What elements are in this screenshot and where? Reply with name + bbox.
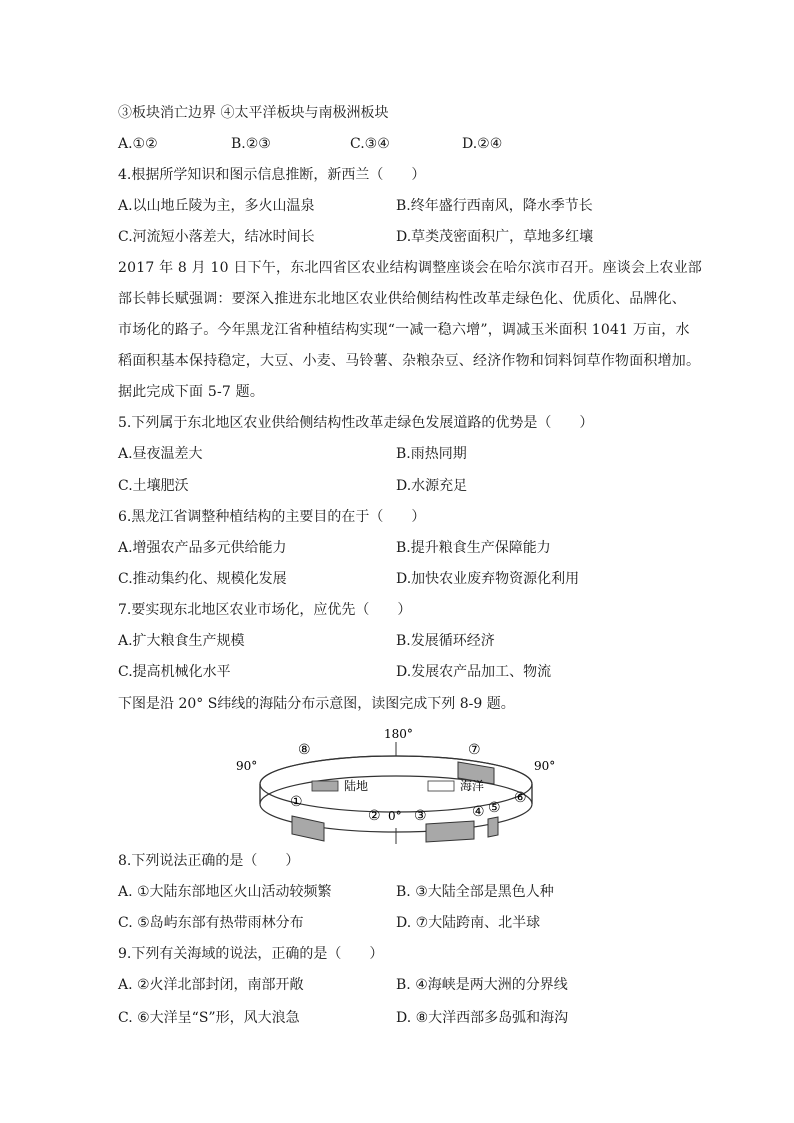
question-6: 6.黑龙江省调整种植结构的主要目的在于（ ） <box>118 509 426 525</box>
q7-option-a[interactable]: A.扩大粮食生产规模 <box>118 633 245 649</box>
question-5: 5.下列属于东北地区农业供给侧结构性改革走绿色发展道路的优势是（ ） <box>118 415 594 431</box>
q5-option-a[interactable]: A.昼夜温差大 <box>118 446 203 462</box>
label-180: 180° <box>384 727 413 741</box>
passage-line-4: 稻面积基本保持稳定，大豆、小麦、马铃薯、杂粮杂豆、经济作物和饲料饲草作物面积增加。 <box>118 353 701 369</box>
marker-6: ⑥ <box>514 790 527 806</box>
legend-ocean-label: 海洋 <box>460 779 485 793</box>
land-block-3 <box>426 821 474 842</box>
q5-option-b[interactable]: B.雨热同期 <box>396 446 467 462</box>
label-90-right: 90° <box>534 759 556 773</box>
question-4: 4.根据所学知识和图示信息推断，新西兰（ ） <box>118 167 426 183</box>
q8-option-d[interactable]: D. ⑦大陆跨南、北半球 <box>396 915 541 931</box>
q6-option-c[interactable]: C.推动集约化、规模化发展 <box>118 571 287 587</box>
q9-option-a[interactable]: A. ②火洋北部封闭，南部开敞 <box>118 977 304 993</box>
q5-option-d[interactable]: D.水源充足 <box>396 478 468 494</box>
q9-option-b[interactable]: B. ④海峡是两大洲的分界线 <box>396 977 568 993</box>
q8-option-a[interactable]: A. ①大陆东部地区火山活动较频繁 <box>118 884 332 900</box>
q8-option-c[interactable]: C. ⑤岛屿东部有热带雨林分布 <box>118 915 304 931</box>
q3-option-d[interactable]: D.②④ <box>462 136 503 152</box>
q5-option-c[interactable]: C.土壤肥沃 <box>118 478 189 494</box>
q4-option-c[interactable]: C.河流短小落差大，结冰时间长 <box>118 229 315 245</box>
marker-4: ④ <box>472 804 485 820</box>
figure-intro: 下图是沿 20° S纬线的海陆分布示意图，读图完成下列 8-9 题。 <box>118 696 515 712</box>
q6-option-a[interactable]: A.增强农产品多元供给能力 <box>118 540 287 556</box>
passage-line-3: 市场化的路子。今年黑龙江省种植结构实现“一减一稳六增”，调减玉米面积 1041 万亩，水 <box>118 322 690 338</box>
q6-option-b[interactable]: B.提升粮食生产保障能力 <box>396 540 551 556</box>
q3-option-a[interactable]: A.①② <box>118 136 158 152</box>
legend-land-label: 陆地 <box>344 779 369 793</box>
q7-option-c[interactable]: C.提高机械化水平 <box>118 664 231 680</box>
marker-7: ⑦ <box>468 742 481 758</box>
label-90-left: 90° <box>236 759 258 773</box>
q4-option-a[interactable]: A.以山地丘陵为主，多火山温泉 <box>118 198 315 214</box>
q4-option-b[interactable]: B.终年盛行西南风，降水季节长 <box>396 198 593 214</box>
question-7: 7.要实现东北地区农业市场化，应优先（ ） <box>118 602 412 618</box>
sea-land-ring-diagram <box>236 724 556 844</box>
q4-option-d[interactable]: D.草类茂密面积广，草地多红壤 <box>396 229 594 245</box>
passage-line-2: 部长韩长赋强调：要深入推进东北地区农业供给侧结构性改革走绿色化、优质化、品牌化、 <box>118 291 686 307</box>
marker-1: ① <box>290 794 303 810</box>
q7-option-d[interactable]: D.发展农产品加工、物流 <box>396 664 552 680</box>
q9-option-c[interactable]: C. ⑥大洋呈“S”形，风大浪急 <box>118 1010 300 1026</box>
q6-option-d[interactable]: D.加快农业废弃物资源化利用 <box>396 571 580 587</box>
marker-2: ② <box>368 808 381 824</box>
question-8: 8.下列说法正确的是（ ） <box>118 853 300 869</box>
q9-option-d[interactable]: D. ⑧大洋西部多岛弧和海沟 <box>396 1010 569 1026</box>
q7-option-b[interactable]: B.发展循环经济 <box>396 633 495 649</box>
legend-land-swatch <box>312 781 338 791</box>
legend-ocean-swatch <box>428 781 454 791</box>
q3-option-c[interactable]: C.③④ <box>350 136 390 152</box>
option-line-q3: ③板块消亡边界 ④太平洋板块与南极洲板块 <box>118 105 389 121</box>
marker-8: ⑧ <box>298 742 311 758</box>
land-block-5 <box>488 817 498 837</box>
land-block-1 <box>292 816 324 841</box>
passage-line-5: 据此完成下面 5-7 题。 <box>118 384 265 400</box>
label-0: 0° <box>388 809 402 823</box>
q3-option-b[interactable]: B.②③ <box>231 136 271 152</box>
q8-option-b[interactable]: B. ③大陆全部是黑色人种 <box>396 884 554 900</box>
question-9: 9.下列有关海域的说法，正确的是（ ） <box>118 946 384 962</box>
passage-line-1: 2017 年 8 月 10 日下午，东北四省区农业结构调整座谈会在哈尔滨市召开。座谈会上农业部 <box>118 260 702 276</box>
marker-5: ⑤ <box>488 800 501 816</box>
marker-3: ③ <box>414 808 427 824</box>
